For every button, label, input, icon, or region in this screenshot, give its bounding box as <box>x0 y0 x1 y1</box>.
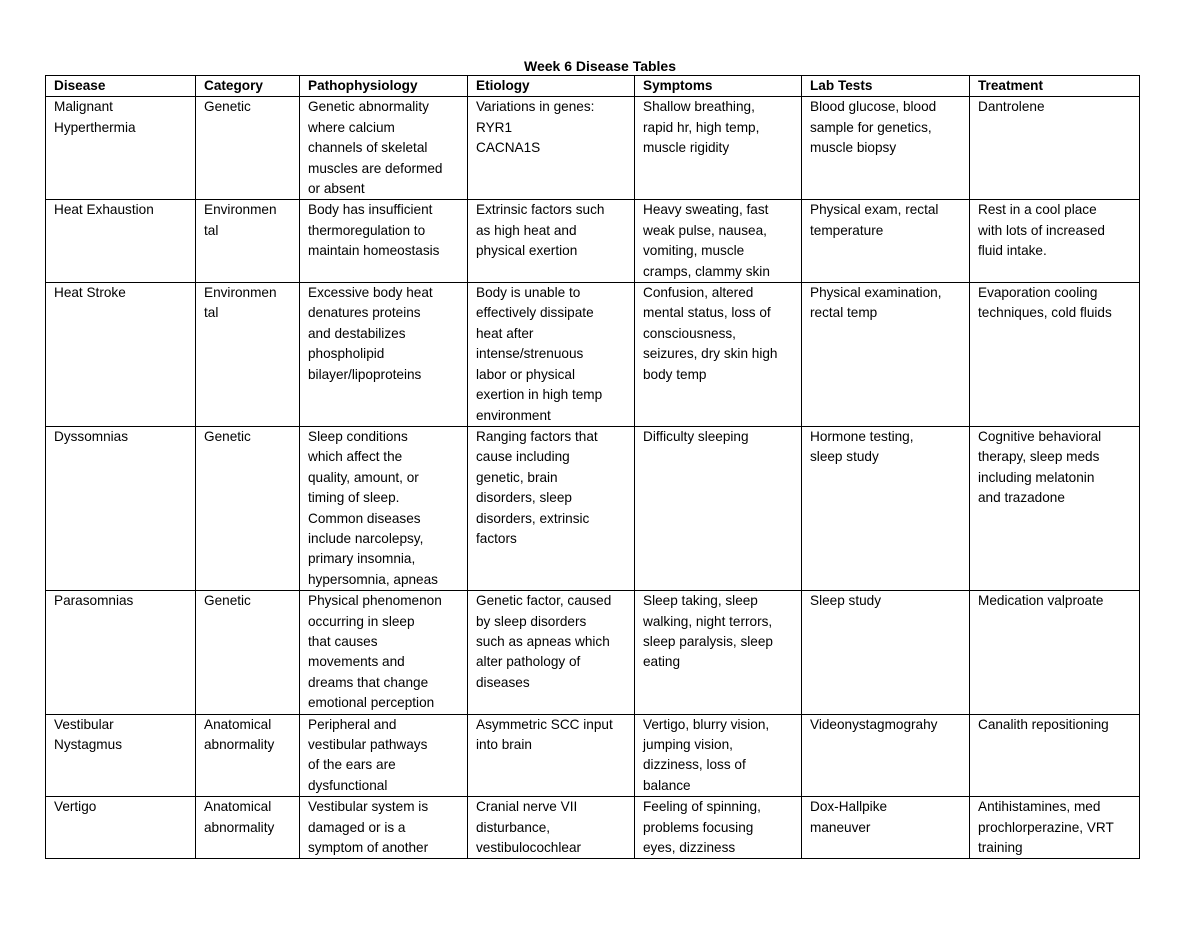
cell-pathophysiology <box>300 591 468 714</box>
cell-text-line: Asymmetric SCC input <box>476 716 613 732</box>
cell-text-line: heat after <box>476 325 534 341</box>
cell-text-line: walking, night terrors, <box>643 613 773 629</box>
cell-disease <box>46 426 196 590</box>
cell-pathophysiology <box>300 714 468 797</box>
cell-text-line: Sleep study <box>810 593 882 609</box>
cell-etiology <box>468 714 635 797</box>
disease-table <box>45 75 1140 859</box>
cell-text-line: Feeling of spinning, <box>643 799 761 815</box>
cell-disease <box>46 200 196 283</box>
cell-text-line: Hormone testing, <box>810 428 914 444</box>
cell-treatment <box>970 591 1140 714</box>
column-header-category: Category <box>196 76 300 97</box>
cell-category <box>196 797 300 859</box>
cell-text-line: abnormality <box>204 819 275 835</box>
cell-pathophysiology <box>300 283 468 427</box>
cell-text-line: Excessive body heat <box>308 285 433 301</box>
cell-lab-tests <box>802 97 970 200</box>
cell-text-line: RYR1 <box>476 119 513 135</box>
cell-text-line: Confusion, altered <box>643 285 754 301</box>
cell-treatment <box>970 283 1140 427</box>
cell-text-line: seizures, dry skin high <box>643 346 778 362</box>
cell-text-line: diseases <box>476 674 530 690</box>
cell-text-line: techniques, cold fluids <box>978 305 1112 321</box>
cell-symptoms <box>635 714 802 797</box>
cell-disease <box>46 591 196 714</box>
cell-text-line: phospholipid <box>308 346 385 362</box>
cell-text-line: as high heat and <box>476 222 577 238</box>
cell-category <box>196 591 300 714</box>
cell-text-line: movements and <box>308 654 405 670</box>
cell-category <box>196 200 300 283</box>
page-title: Week 6 Disease Tables <box>523 58 677 74</box>
cell-text-line: Heat Exhaustion <box>54 202 154 218</box>
cell-symptoms <box>635 97 802 200</box>
cell-disease <box>46 714 196 797</box>
column-header-disease: Disease <box>46 76 196 97</box>
cell-text-line: rectal temp <box>810 305 878 321</box>
cell-text-line: where calcium <box>308 119 395 135</box>
cell-pathophysiology <box>300 200 468 283</box>
cell-text-line: of the ears are <box>308 757 396 773</box>
cell-text-line: including melatonin <box>978 469 1095 485</box>
cell-disease <box>46 283 196 427</box>
cell-text-line: effectively dissipate <box>476 305 594 321</box>
cell-text-line: Body has insufficient <box>308 202 433 218</box>
cell-text-line: Physical exam, rectal <box>810 202 939 218</box>
cell-text-line: tal <box>204 305 219 321</box>
cell-text-line: muscle rigidity <box>643 140 730 156</box>
cell-text-line: weak pulse, nausea, <box>643 222 767 238</box>
cell-text-line: by sleep disorders <box>476 613 587 629</box>
cell-text-line: factors <box>476 530 517 546</box>
cell-text-line: Vertigo <box>54 799 97 815</box>
cell-text-line: vestibular pathways <box>308 737 428 752</box>
cell-text-line: and trazadone <box>978 490 1065 506</box>
cell-text-line: denatures proteins <box>308 305 421 321</box>
cell-text-line: channels of skeletal <box>308 140 428 156</box>
cell-text-line: temperature <box>810 222 884 238</box>
column-header-etiology: Etiology <box>468 76 635 97</box>
table-body <box>46 97 1140 859</box>
cell-text-line: Physical phenomenon <box>308 593 442 609</box>
cell-symptoms <box>635 200 802 283</box>
cell-etiology <box>468 591 635 714</box>
cell-text-line: damaged or is a <box>308 819 406 835</box>
cell-text-line: sleep study <box>810 449 879 465</box>
cell-text-line: Sleep taking, sleep <box>643 593 758 609</box>
cell-text-line: Environmen <box>204 285 277 301</box>
cell-text-line: Cranial nerve VII <box>476 799 578 815</box>
table-row <box>46 797 1140 859</box>
cell-text-line: or absent <box>308 181 365 197</box>
table-row <box>46 200 1140 283</box>
cell-text-line: Hyperthermia <box>54 119 136 135</box>
cell-text-line: labor or physical <box>476 366 575 382</box>
cell-text-line: that causes <box>308 633 378 649</box>
cell-text-line: exertion in high temp <box>476 387 603 403</box>
cell-text-line: Rest in a cool place <box>978 202 1097 218</box>
cell-text-line: emotional perception <box>308 695 435 711</box>
cell-text-line: Heat Stroke <box>54 285 126 301</box>
cell-text-line: Common diseases <box>308 510 421 526</box>
cell-text-line: maneuver <box>810 819 871 835</box>
table-row <box>46 591 1140 714</box>
cell-text-line: with lots of increased <box>978 222 1105 238</box>
cell-text-line: muscle biopsy <box>810 140 897 156</box>
column-header-lab-tests: Lab Tests <box>802 76 970 97</box>
cell-text-line: cause including <box>476 449 570 465</box>
cell-text-line: bilayer/lipoproteins <box>308 366 422 382</box>
cell-etiology <box>468 283 635 427</box>
cell-text-line: genetic, brain <box>476 469 558 485</box>
cell-text-line: Variations in genes: <box>476 99 595 115</box>
cell-lab-tests <box>802 426 970 590</box>
cell-text-line: vestibulocochlear <box>476 840 582 856</box>
cell-disease <box>46 97 196 200</box>
cell-text-line: mental status, loss of <box>643 305 771 321</box>
cell-text-line: Heavy sweating, fast <box>643 202 769 218</box>
cell-text-line: Parasomnias <box>54 593 134 609</box>
cell-text-line: environment <box>476 407 551 423</box>
cell-text-line: primary insomnia, <box>308 551 416 567</box>
cell-text-line: Environmen <box>204 202 277 218</box>
cell-text-line: Antihistamines, med <box>978 799 1101 815</box>
cell-text-line: vomiting, muscle <box>643 243 745 259</box>
cell-treatment <box>970 714 1140 797</box>
table-row <box>46 426 1140 590</box>
cell-treatment <box>970 200 1140 283</box>
cell-text-line: Difficulty sleeping <box>643 428 749 444</box>
cell-text-line: Genetic abnormality <box>308 99 429 115</box>
cell-text-line: hypersomnia, apneas <box>308 571 438 587</box>
cell-text-line: dysfunctional <box>308 777 388 793</box>
cell-text-line: disorders, extrinsic <box>476 510 590 526</box>
cell-text-line: quality, amount, or <box>308 469 419 485</box>
cell-lab-tests <box>802 200 970 283</box>
cell-text-line: Anatomical <box>204 799 272 815</box>
cell-text-line: Malignant <box>54 99 113 115</box>
cell-text-line: and destabilizes <box>308 325 406 341</box>
cell-text-line: maintain homeostasis <box>308 243 440 259</box>
cell-text-line: symptom of another <box>308 840 429 856</box>
cell-text-line: Ranging factors that <box>476 428 598 444</box>
cell-text-line: Genetic <box>204 593 251 609</box>
column-header-treatment: Treatment <box>970 76 1140 97</box>
cell-etiology <box>468 97 635 200</box>
cell-text-line: prochlorperazine, VRT <box>978 819 1114 835</box>
cell-text-line: Peripheral and <box>308 716 397 732</box>
cell-text-line: Cognitive behavioral <box>978 428 1102 444</box>
cell-etiology <box>468 200 635 283</box>
cell-text-line: eyes, dizziness <box>643 840 736 856</box>
cell-text-line: disorders, sleep <box>476 490 572 506</box>
cell-text-line: Canalith repositioning <box>978 716 1109 732</box>
cell-category <box>196 714 300 797</box>
cell-category <box>196 426 300 590</box>
cell-text-line: Genetic factor, caused <box>476 593 612 609</box>
cell-text-line: training <box>978 840 1023 856</box>
cell-text-line: into brain <box>476 737 532 752</box>
cell-symptoms <box>635 591 802 714</box>
cell-text-line: sample for genetics, <box>810 119 932 135</box>
cell-text-line: therapy, sleep meds <box>978 449 1100 465</box>
cell-treatment <box>970 797 1140 859</box>
cell-treatment <box>970 426 1140 590</box>
column-header-pathophysiology: Pathophysiology <box>300 76 468 97</box>
cell-text-line: CACNA1S <box>476 140 541 156</box>
cell-text-line: balance <box>643 777 691 793</box>
cell-text-line: Genetic <box>204 99 251 115</box>
cell-text-line: Medication valproate <box>978 593 1104 609</box>
cell-text-line: Extrinsic factors such <box>476 202 605 218</box>
header-row <box>46 76 1140 97</box>
cell-text-line: Physical examination, <box>810 285 942 301</box>
cell-text-line: Anatomical <box>204 716 272 732</box>
cell-text-line: Sleep conditions <box>308 428 408 444</box>
cell-lab-tests <box>802 591 970 714</box>
cell-text-line: Dantrolene <box>978 99 1045 115</box>
cell-text-line: Dyssomnias <box>54 428 129 444</box>
table-row <box>46 714 1140 797</box>
cell-text-line: dreams that change <box>308 674 429 690</box>
cell-text-line: Blood glucose, blood <box>810 99 937 115</box>
cell-pathophysiology <box>300 426 468 590</box>
cell-text-line: problems focusing <box>643 819 754 835</box>
cell-symptoms <box>635 426 802 590</box>
cell-text-line: alter pathology of <box>476 654 581 670</box>
cell-lab-tests <box>802 283 970 427</box>
cell-disease <box>46 797 196 859</box>
cell-etiology <box>468 797 635 859</box>
cell-text-line: fluid intake. <box>978 243 1047 259</box>
cell-text-line: Genetic <box>204 428 251 444</box>
cell-text-line: Evaporation cooling <box>978 285 1098 301</box>
cell-text-line: Vertigo, blurry vision, <box>643 716 770 732</box>
cell-text-line: Nystagmus <box>54 737 122 752</box>
cell-pathophysiology <box>300 97 468 200</box>
cell-text-line: physical exertion <box>476 243 578 259</box>
cell-pathophysiology <box>300 797 468 859</box>
cell-text-line: intense/strenuous <box>476 346 584 362</box>
cell-category <box>196 283 300 427</box>
cell-text-line: which affect the <box>308 449 403 465</box>
cell-category <box>196 97 300 200</box>
cell-text-line: tal <box>204 222 219 238</box>
cell-text-line: jumping vision, <box>643 737 733 752</box>
cell-text-line: body temp <box>643 366 707 382</box>
cell-text-line: cramps, clammy skin <box>643 263 770 279</box>
cell-text-line: eating <box>643 654 681 670</box>
cell-etiology <box>468 426 635 590</box>
cell-text-line: sleep paralysis, sleep <box>643 633 773 649</box>
cell-text-line: Vestibular <box>54 716 114 732</box>
cell-text-line: disturbance, <box>476 819 551 835</box>
cell-text-line: Shallow breathing, <box>643 99 755 115</box>
cell-text-line: rapid hr, high temp, <box>643 119 760 135</box>
cell-text-line: include narcolepsy, <box>308 530 424 546</box>
table-row <box>46 97 1140 200</box>
cell-symptoms <box>635 283 802 427</box>
cell-symptoms <box>635 797 802 859</box>
cell-lab-tests <box>802 797 970 859</box>
cell-text-line: Videonystagmograhy <box>810 716 938 732</box>
cell-text-line: timing of sleep. <box>308 490 400 506</box>
cell-text-line: thermoregulation to <box>308 222 426 238</box>
cell-text-line: Dox-Hallpike <box>810 799 888 815</box>
table-row <box>46 283 1140 427</box>
cell-text-line: Body is unable to <box>476 285 581 301</box>
cell-text-line: occurring in sleep <box>308 613 415 629</box>
cell-text-line: dizziness, loss of <box>643 757 746 773</box>
cell-text-line: Vestibular system is <box>308 799 429 815</box>
cell-lab-tests <box>802 714 970 797</box>
cell-text-line: consciousness, <box>643 325 736 341</box>
cell-text-line: abnormality <box>204 737 275 752</box>
cell-treatment <box>970 97 1140 200</box>
cell-text-line: muscles are deformed <box>308 160 443 176</box>
cell-text-line: such as apneas which <box>476 633 610 649</box>
column-header-symptoms: Symptoms <box>635 76 802 97</box>
